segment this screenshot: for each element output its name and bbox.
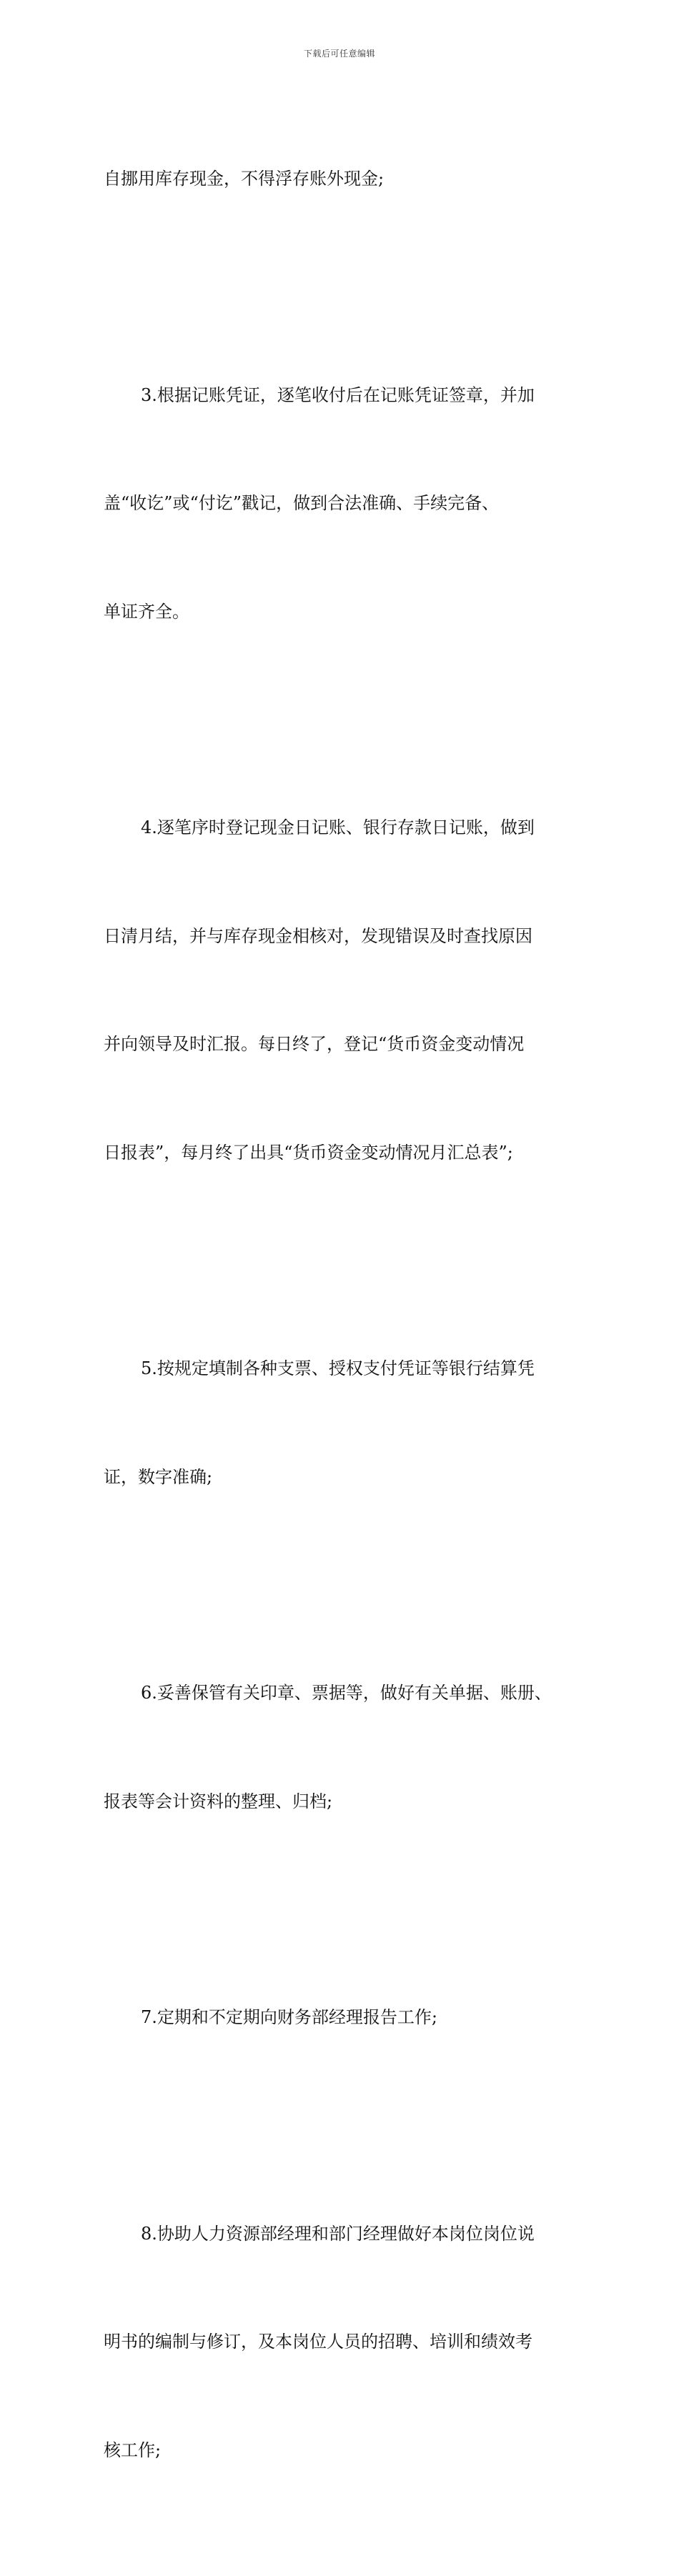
text-line: 明书的编制与修订，及本岗位人员的招聘、培训和绩效考 xyxy=(104,2332,532,2352)
paragraph-item-6 xyxy=(104,1603,590,1891)
text-line: 自挪用库存现金，不得浮存账外现金; xyxy=(104,169,385,189)
text-line: 7.定期和不定期向财务部经理报告工作; xyxy=(141,2007,437,2027)
paragraph-item-5 xyxy=(104,1278,590,1567)
paragraph-item-7 xyxy=(104,1927,590,2108)
paragraph-item-4 xyxy=(104,737,590,1243)
paragraph-item-3 xyxy=(104,305,590,702)
text-line: 日报表”，每月终了出具“货币资金变动情况月汇总表”; xyxy=(104,1142,513,1163)
text-line: 报表等会计资料的整理、归档; xyxy=(104,1791,333,1811)
text-line: 5.按规定填制各种支票、授权支付凭证等银行结算凭 xyxy=(141,1358,535,1378)
paragraph-continuation xyxy=(104,89,590,269)
text-line: 6.妥善保管有关印章、票据等，做好有关单据、账册、 xyxy=(141,1683,552,1703)
text-line: 盖“收讫”或“付讫”戳记，做到合法准确、手续完备、 xyxy=(104,493,500,513)
paragraph-item-8 xyxy=(104,2144,590,2541)
text-line: 3.根据记账凭证，逐笔收付后在记账凭证签章，并加 xyxy=(141,384,535,405)
text-line: 4.逐笔序时登记现金日记账、银行存款日记账，做到 xyxy=(141,817,535,837)
text-line: 日清月结，并与库存现金相核对，发现错误及时查找原因 xyxy=(104,925,532,946)
document-body xyxy=(104,89,590,2576)
text-line: 单证齐全。 xyxy=(104,601,189,622)
header-note: 下载后可任意编辑 xyxy=(303,49,375,59)
text-line: 并向领导及时汇报。每日终了，登记“货币资金变动情况 xyxy=(104,1034,525,1054)
text-line: 核工作; xyxy=(104,2440,162,2460)
text-line: 证，数字准确; xyxy=(104,1466,213,1487)
text-line: 8.协助人力资源部经理和部门经理做好本岗位岗位说 xyxy=(141,2223,535,2244)
